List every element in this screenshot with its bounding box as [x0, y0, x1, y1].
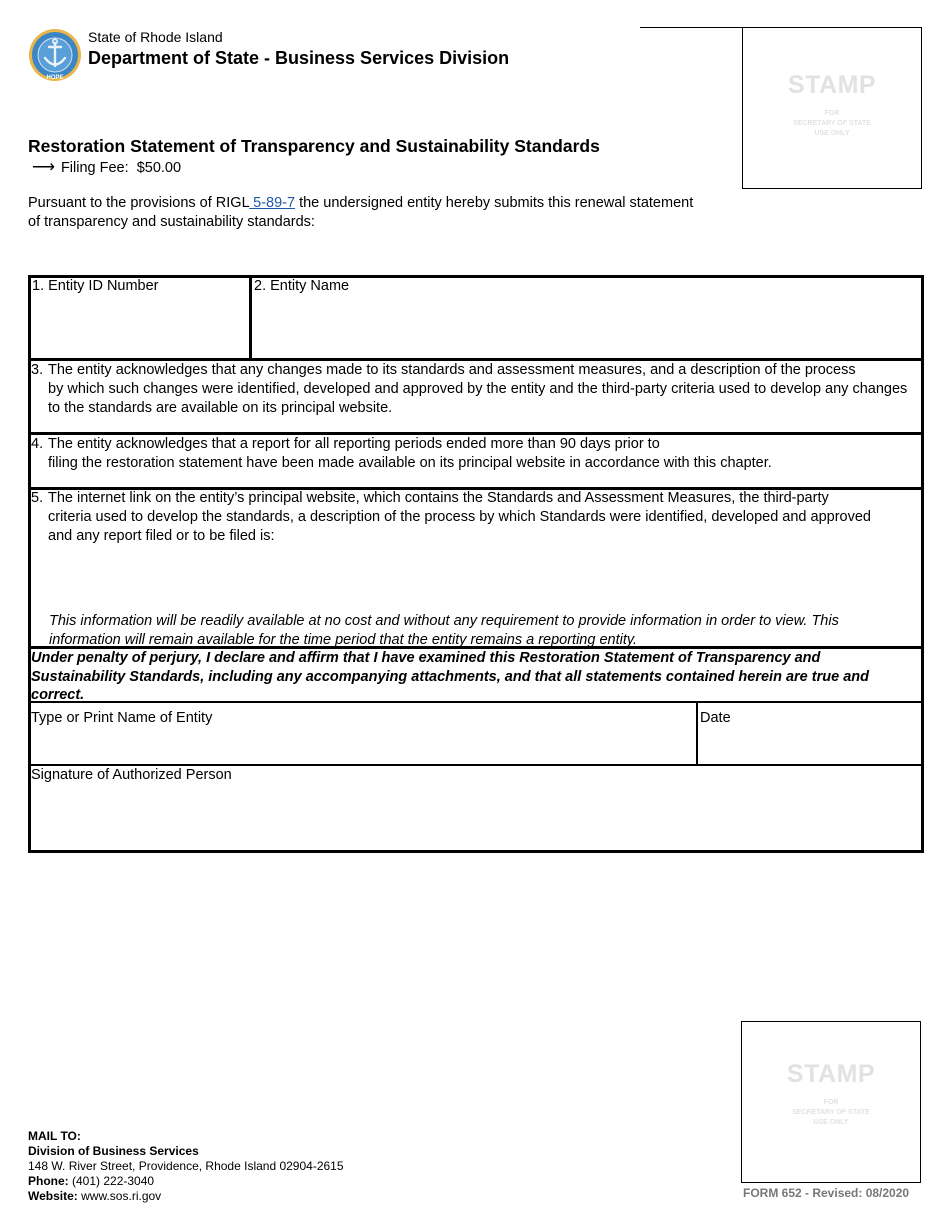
arrow-right-icon: ⟶: [32, 159, 55, 176]
form-title: Restoration Statement of Transparency and Sustainability Standards: [28, 136, 600, 156]
stamp-note: FOR SECRETARY OF STATE USE ONLY: [792, 1099, 870, 1126]
svg-text:HOPE: HOPE: [46, 75, 64, 81]
stamp-note: FOR SECRETARY OF STATE USE ONLY: [793, 110, 871, 137]
stamp-word: STAMP: [786, 1060, 876, 1088]
filing-fee: ⟶ Filing Fee: $50.00: [32, 159, 182, 176]
mailing-info: MAIL TO: Division of Business Services 148 W. River Street, Providence, Rhode Island 02904-2615 Phone: (401) 222-3040 Website: www.sos.ri.gov: [28, 1129, 344, 1203]
filing-fee-value: $50.00: [136, 160, 182, 176]
entity-id-field[interactable]: [32, 298, 246, 358]
stamp-word: STAMP: [787, 71, 877, 99]
signature-field[interactable]: [31, 787, 915, 843]
entity-name-label: 2. Entity Name: [254, 278, 350, 294]
rigl-link[interactable]: 5-89-7: [249, 195, 296, 211]
print-name-field[interactable]: [31, 730, 691, 762]
state-name: State of Rhode Island: [88, 29, 223, 45]
entity-name-field[interactable]: [254, 298, 916, 358]
perjury-statement: Under penalty of perjury, I declare and affirm that I have examined this Restoration Statement of Transparency and Sustainability Standards, including any accompanying attachments, and that all statements contained herein are true and correct.: [31, 650, 869, 703]
divider: [249, 277, 252, 360]
stamp-box-bottom: [741, 1021, 921, 1183]
website-text: www.sos.ri.gov: [81, 1189, 162, 1203]
website-link-field[interactable]: [48, 548, 908, 604]
item-4: 4. The entity acknowledges that a report for all reporting periods ended more than 90 days prior to filing the restoration statement have been made available on its principal website in accordance with this chapter.: [31, 436, 772, 471]
date-label: Date: [700, 710, 731, 726]
department-name: Department of State - Business Services Division: [88, 48, 510, 68]
item-5: 5. The internet link on the entity’s principal website, which contains the Standards and Assessment Measures, the third-party criteria used to develop the standards, a description of the process by which Standards were identified, developed and approved and any report filed or to be filed is:: [31, 490, 871, 544]
state-seal-icon: [28, 28, 82, 82]
pursuant-statement: Pursuant to the provisions of RIGL 5-89-7 the undersigned entity hereby submits this renewal statement of transparency and sustainability standards:: [28, 195, 694, 230]
divider: [696, 703, 698, 765]
divider: [28, 701, 921, 703]
date-field[interactable]: [700, 730, 914, 762]
signature-label: Signature of Authorized Person: [31, 767, 232, 783]
form-number: FORM 652 - Revised: 08/2020: [743, 1186, 910, 1200]
entity-id-label: 1. Entity ID Number: [32, 278, 159, 294]
availability-note: This information will be readily available at no cost and without any requirement to provide information in order to view. This information will remain available for the time period that the entity remains a reporting entity.: [49, 613, 839, 648]
stamp-box-top: [742, 27, 922, 189]
print-name-label: Type or Print Name of Entity: [31, 710, 213, 726]
item-3: 3. The entity acknowledges that any changes made to its standards and assessment measures, and a description of the process by which such changes were identified, developed and approved by the entity and the third-party criteria used to develop any changes to the standards are available on its principal website.: [31, 362, 908, 416]
